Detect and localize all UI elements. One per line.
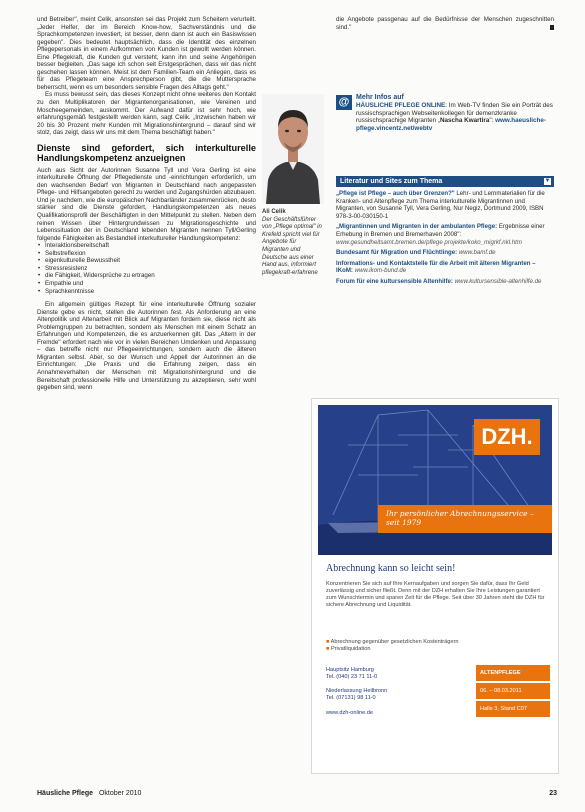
list-item: • eigenkulturelle Bewusstheit	[45, 257, 256, 265]
lit-title: Bundesamt für Migration und Flüchtlinge:	[336, 249, 458, 257]
list-item: • Sprachkenntnisse	[45, 288, 256, 296]
info-text	[356, 102, 554, 133]
article-paragraph: und Betreiber", meint Celik, ansonsten sei das Projekt zum Scheitern verurteilt. „Jeder Helfer, der im Bereich Know-how, Sachverständnis und die Sprachkompetenzen investiert, ist besser, denn dann ist auch ein Basiswissen gegeben". Dies bedeutet hauptsächlich, dass die Identität des einzelnen Pflegepersonals in einem Aufkommen von Kunden ist gewollt werden können. Eine Pflegekraft, die Kunden gut versteht, kann ihn und seine Angehörigen besser begleiten. „Das sage ich schon seit Erstgesprächen, dass wir das nicht geschehen lassen können. Meist ist dem Familien-Team ein Anliegen, dass es für das Pflegeteam eine Ansprechperson gibt, die die Muttersprache beherrscht, wenn es um besonders sensible Fragen des Alltags geht."	[37, 16, 256, 91]
ad-brand-logo: DZH.	[474, 419, 540, 455]
main-article-column	[37, 16, 256, 392]
list-item: • Selbstreflexion	[45, 250, 256, 258]
issue-label: Oktober 2010	[98, 790, 142, 797]
list-item: • die Fähigkeit, Widersprüche zu ertragen	[45, 272, 256, 280]
info-sep: ":	[489, 117, 496, 125]
article-paragraph: Es muss bewusst sein, das dieses Konzept nicht ohne weiteres den Kontakt zu den Multiplikatoren der Migrantenorganisationen, wie Vereinen und Moscheegemeinden, auskommt. Der Aufwand dafür ist sehr hoch, wie erfahrungsgemäß festgestellt werden kann, sagt Celik. „Inzwischen haben wir 20 bis 30 Prozent mehr Kunden mit Migrationshintergrund – darauf sind wir stolz, das zeigt, dass wir uns mit dem Thema beschäftigt haben."	[37, 91, 256, 137]
lit-title: Informations- und Kontaktstelle für die Arbeit mit älteren Migranten – IKoM:	[336, 259, 536, 275]
ad-bullet	[326, 639, 546, 646]
ad-contact	[326, 667, 476, 717]
literature-item	[336, 223, 554, 246]
dzh-advertisement	[311, 398, 559, 774]
competence-list	[37, 242, 256, 295]
messe-title: ALTENPFLEGE	[476, 665, 550, 681]
article-paragraph: Ein allgemein gültiges Rezept für eine interkulturelle Öffnung sozialer Dienste gebe es nicht, stellen die Autorinnen fest. Als Anforderung an eine Altenpolitik und Altenarbeit mit Blick auf Migranten fordern sie, diese nicht als Problemgruppen zu betrachten, sondern als Menschen mit einem Schatz an Erfahrungen und Kompetenzen, die es anzuerkennen gilt. Das „Altern in der Fremde" erfordert nach wie vor in vielen Bereichen Umdenken und Anpassung – das betreffe nicht nur Pflegeeinrichtungen, sondern auch die älteren Migranten selbst. Aber, so der Wunsch und Appell der Autorinnen an die Einrichtungen: „Die Praxis und die Erfahrung zeigen, dass ein Annahmeverhalten der Menschen mit Migrationshintergrund und die Bereitschaft professionelle Hilfe und Unterstützung zu akzeptieren, sehr wohl gegeben sind, wenn	[37, 301, 256, 392]
web-icon: @	[336, 95, 352, 110]
ad-body: Konzentrieren Sie sich auf Ihre Kernaufgaben und sorgen Sie dafür, dass Ihr Geld zuverlässig und sicher fließt. Denn mit der DZH erhalten Sie Ihre Leistungen garantiert zum Wunschtermin und sparen Zeit für die Pflege. Seit über 30 Jahren steht die DZH für sichere Abrechnung und Liquidität.	[326, 581, 545, 608]
lit-link[interactable]: www.kultursensible-altenhilfe.de	[454, 277, 542, 285]
section-heading: Dienste sind gefordert, sich interkulturelle Handlungskompetenz anzueignen	[37, 142, 256, 164]
lit-title: „Pflege ist Pflege – auch über Grenzen?"	[336, 190, 455, 197]
ad-image	[318, 405, 552, 555]
list-item: • Empathie und	[45, 280, 256, 288]
contact-line: Hauptsitz Hamburg	[326, 667, 374, 673]
caption-text: Der Geschäftsführer von „Pflege optimal" in Krefeld spricht viel für Angebote für Migranten und Deutsche aus einer Hand aus, informiert pflegekraft-erfahrene	[262, 216, 322, 276]
messe-stand: Halle 3, Stand C07	[476, 701, 550, 717]
page-number: 23	[549, 790, 557, 797]
end-mark-icon	[550, 25, 554, 30]
ad-headline: Abrechnung kann so leicht sein!	[326, 563, 456, 574]
literature-item	[336, 190, 554, 220]
contact-line: Niederlassung Heilbronn	[326, 688, 388, 694]
ad-bullet-text: Privatliquidation	[330, 646, 371, 652]
contact-line: Tel. (07131) 98 11-0	[326, 695, 376, 701]
ad-script-banner: Ihr persönlicher Abrechnungsservice – seit 1979	[378, 505, 552, 533]
intro-text: die Angebote passgenau auf die Bedürfnisse der Menschen zugeschnitten sind."	[336, 16, 554, 31]
list-item: • Stressresistenz	[45, 265, 256, 273]
lit-link[interactable]: www.bamf.de	[458, 249, 496, 257]
info-project: Nascha Kwartira	[440, 117, 490, 125]
portrait-image	[262, 94, 324, 204]
lit-link[interactable]: www.gesundheitsamt.bremen.de/pflege projekte/koko_migrkf.nkl.htm	[336, 238, 522, 246]
lit-link[interactable]: www.ikom-bund.de	[354, 267, 407, 275]
portrait-photo	[262, 94, 324, 204]
caption-name: Ali Celik	[262, 209, 286, 215]
photo-caption	[262, 209, 324, 277]
article-paragraph: Auch aus Sicht der Autorinnen Susanne Tyll und Vera Gerling ist eine interkulturelle Öffnung der Pflegedienste und -einrichtungen erforderlich, um den wachsenden Bedarf von Migranten in Deutschland nach angepassten Pflege- und Hilfsangeboten gerecht zu werden und Zugangshürden abzubauen. Und je nachdem, wie die europäischen Nachbarländer zusammenrücken, desto stärker sind die Dienste gefordert, Handlungskompetenzen als neues Qualifikationsprofil der Beschäftigten in den Mittelpunkt zu stellen. Neben dem reinen Wissen über Hintergrundwissen zu Migrationsgeschichte und Lebenssituation der in Deutschland lebenden Migranten nennen Tyll/Gerling folgende Fähigkeiten als Bestandteil interkultureller Handlungskompetenz:	[37, 166, 256, 242]
lit-text: Ergebnisse einer Erhebung in Bremen und Bremerhaven 2008":	[336, 223, 545, 238]
literature-heading: Literatur und Sites zum Thema	[340, 178, 443, 185]
messe-date: 06. – 08.03.2011	[476, 683, 550, 699]
bullet-icon: ■	[326, 639, 331, 645]
ad-bullet	[326, 646, 546, 653]
lit-title: „Migrantinnen und Migranten in der ambulanten Pflege:	[336, 223, 498, 231]
bullet-icon: ■	[326, 646, 331, 652]
ad-bullet-text: Abrechnung gegenüber gesetzlichen Kostenträgern	[330, 639, 459, 645]
info-brand: HÄUSLICHE PFLEGE ONLINE	[356, 102, 446, 109]
literature-item	[336, 260, 554, 275]
list-item: • Interaktionsbereitschaft	[45, 242, 256, 250]
info-body: : Im Web-TV finden Sie ein Porträt des russischsprachigen Webseitenkollegen für demenzkranke russischsprachige Migranten „	[356, 102, 553, 125]
info-link[interactable]: www.haeusliche-pflege.vincentz.net/webtv	[356, 117, 546, 133]
ad-bullets	[326, 639, 546, 653]
lit-text: Lehr- und Lernmaterialien für die Kranken- und Altenpflege zum Thema interkulturelle Migrantinnen und Migranten, von Susanne Tyll, Vera Gerling, Nur Negiz, Dortmund 2009, ISBN 978-3-00-030150-1	[336, 190, 545, 220]
contact-link[interactable]: www.dzh-online.de	[326, 710, 373, 716]
literature-header	[336, 176, 554, 187]
triangle-down-icon: ▼	[544, 178, 551, 184]
info-box	[336, 94, 554, 133]
info-title: Mehr Infos auf	[356, 94, 404, 101]
page-footer	[37, 790, 557, 802]
lit-title: Forum für eine kultursensible Altenhilfe:	[336, 277, 453, 285]
literature-item	[336, 278, 554, 286]
literature-item	[336, 249, 554, 257]
ad-messe-box	[476, 665, 550, 717]
literature-box	[336, 176, 554, 286]
contact-line: Tel. (040) 23 71 11-0	[326, 674, 378, 680]
magazine-name: Häusliche Pflege	[37, 790, 94, 797]
right-intro	[336, 16, 554, 31]
